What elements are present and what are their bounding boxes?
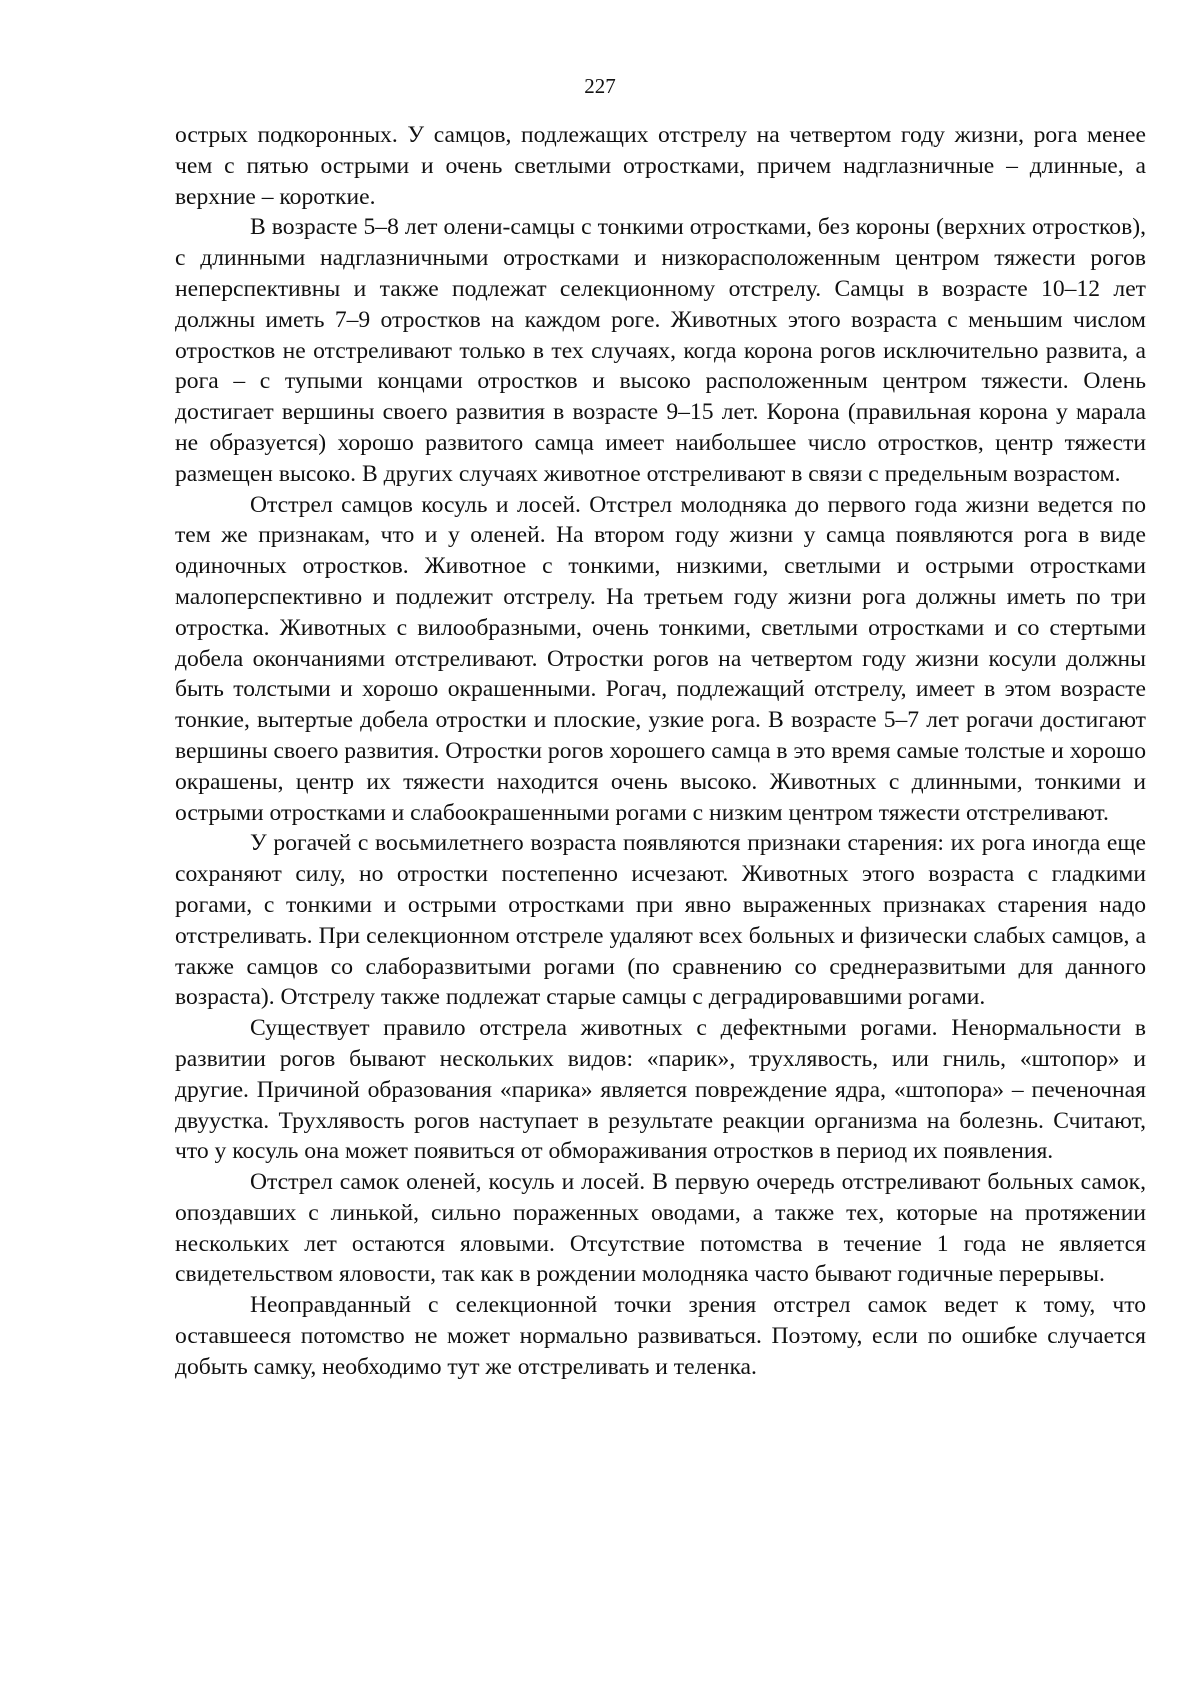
paragraph-7: Неоправданный с селекционной точки зрения отстрел самок ведет к тому, что оставшееся потомство не может нормально развиваться. Поэтому, если по ошибке случается добыть самку, необходимо тут же отстреливать и теленка. [175,1292,1146,1380]
paragraph-2: В возрасте 5–8 лет олени-самцы с тонкими отростками, без короны (верхних отростков), с длинными надглазничными отростками и низкорасположенным центром тяжести рогов неперспективны и также подлежат селекционному отстрелу. Самцы в возрасте 10–12 лет должны иметь 7–9 отростков на каждом роге. Животных этого возраста с меньшим числом отростков не отстреливают только в тех случаях, когда корона рогов исключительно развита, а рога – с тупыми концами отростков и высоко расположенным центром тяжести. Олень достигает вершины своего развития в возрасте 9–15 лет. Корона (правильная корона у марала не образуется) хорошо развитого самца имеет наибольшее число отростков, центр тяжести размещен высоко. В других случаях животное отстреливают в связи с предельным возрастом. [175,214,1146,487]
paragraph-1: острых подкоронных. У самцов, подлежащих отстрелу на четвертом году жизни, рога менее чем с пятью острыми и очень светлыми отростками, причем надглазничные – длинные, а верхние – короткие. [175,122,1146,210]
paragraph-5: Существует правило отстрела животных с дефектными рогами. Ненормальности в развитии рогов бывают нескольких видов: «парик», трухлявость, или гниль, «штопор» и другие. Причиной образования «парика» является повреждение ядра, «штопора» – печеночная двуустка. Трухлявость рогов наступает в результате реакции организма на болезнь. Считают, что у косуль она может появиться от обмораживания отростков в период их появления. [175,1015,1146,1165]
paragraph-4: У рогачей с восьмилетнего возраста появляются признаки старения: их рога иногда еще сохраняют силу, но отростки постепенно исчезают. Животных этого возраста с гладкими рогами, с тонкими и острыми отростками при явно выраженных признаках старения надо отстреливать. При селекционном отстреле удаляют всех больных и физически слабых самцов, а также самцов со слаборазвитыми рогами (по сравнению со среднеразвитыми для данного возраста). Отстрелу также подлежат старые самцы с деградировавшими рогами. [175,830,1146,1011]
page-number: 227 [584,74,616,98]
paragraph-3: Отстрел самцов косуль и лосей. Отстрел молодняка до первого года жизни ведется по тем же признакам, что и у оленей. На втором году жизни у самца появляются рога в виде одиночных отростков. Животное с тонкими, низкими, светлыми и острыми отростками малоперспективно и подлежит отстрелу. На третьем году жизни рога должны иметь по три отростка. Животных с вилообразными, очень тонкими, светлыми отростками и со стертыми добела окончаниями отстреливают. Отростки рогов на четвертом году жизни косули должны быть толстыми и хорошо окрашенными. Рогач, подлежащий отстрелу, имеет в этом возрасте тонкие, вытертые добела отростки и плоские, узкие рога. В возрасте 5–7 лет рогачи достигают вершины своего развития. Отростки рогов хорошего самца в это время самые толстые и хорошо окрашены, центр их тяжести находится очень высоко. Животных с длинными, тонкими и острыми отростками и слабоокрашенными рогами с низким центром тяжести отстреливают. [175,491,1146,826]
body-text [175,120,1146,1383]
paragraph-6: Отстрел самок оленей, косуль и лосей. В первую очередь отстреливают больных самок, опоздавших с линькой, сильно пораженных оводами, а также тех, которые на протяжении нескольких лет остаются яловыми. Отсутствие потомства в течение 1 года не является свидетельством яловости, так как в рождении молодняка часто бывают годичные перерывы. [175,1169,1146,1288]
